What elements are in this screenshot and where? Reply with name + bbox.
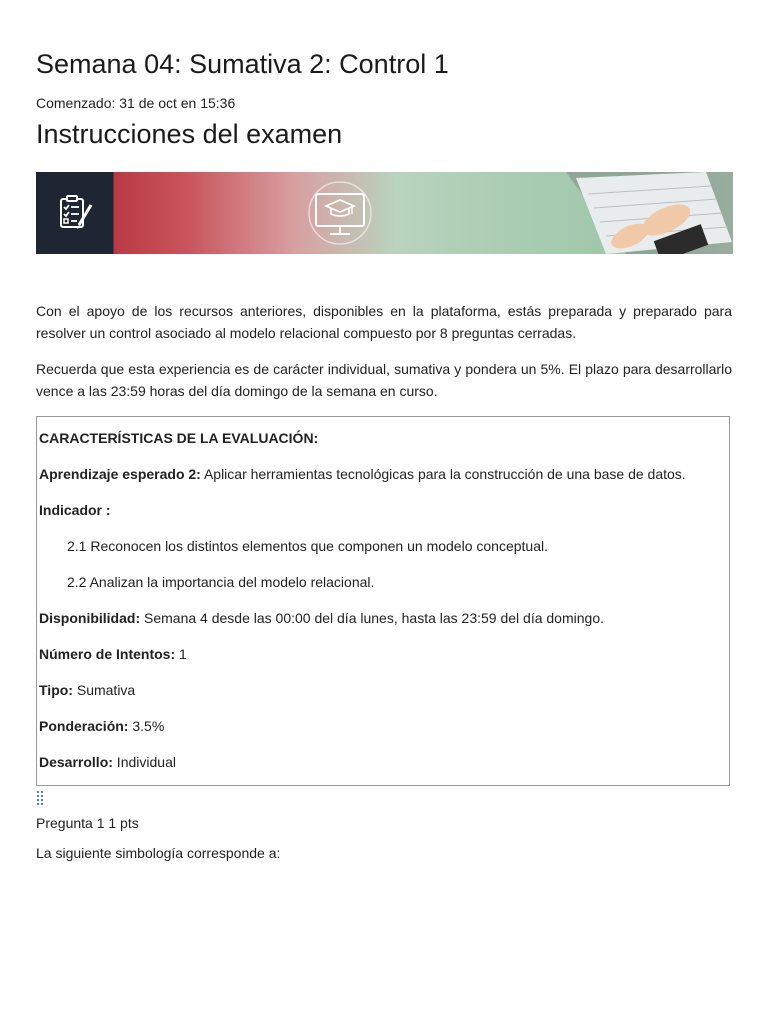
indicador-item: 2.1 Reconocen los distintos elementos que componen un modelo conceptual. bbox=[67, 538, 548, 554]
disponibilidad-row bbox=[39, 609, 727, 627]
started-timestamp: Comenzado: 31 de oct en 15:36 bbox=[36, 95, 236, 111]
instructions-banner bbox=[36, 172, 733, 254]
desarrollo-value: Individual bbox=[112, 754, 176, 770]
monitor-graduation-cap-icon bbox=[286, 180, 394, 246]
evaluation-characteristics-box bbox=[36, 416, 730, 786]
intro-paragraph-2: Recuerda que esta experiencia es de carácter individual, sumativa y pondera un 5%. El plazo para desarrollarlo vence a las 23:59 horas del día domingo de la semana en curso. bbox=[36, 361, 732, 399]
tipo-value: Sumativa bbox=[72, 682, 136, 698]
tipo-row bbox=[39, 681, 727, 699]
tipo-label: Tipo: bbox=[39, 682, 73, 698]
question-header: Pregunta 1 1 pts bbox=[36, 815, 139, 831]
checklist-pencil-icon bbox=[55, 193, 95, 233]
instructions-heading: Instrucciones del examen bbox=[36, 119, 343, 149]
aprendizaje-label: Aprendizaje esperado 2: bbox=[39, 466, 201, 482]
laptop-typing-image bbox=[506, 172, 733, 254]
intentos-row bbox=[39, 645, 727, 663]
intentos-value: 1 bbox=[179, 646, 187, 662]
disponibilidad-value: Semana 4 desde las 00:00 del día lunes, hasta las 23:59 del día domingo. bbox=[140, 610, 604, 626]
ponderacion-row bbox=[39, 717, 727, 735]
desarrollo-row bbox=[39, 753, 727, 771]
ponderacion-value: 3.5% bbox=[128, 718, 165, 734]
desarrollo-label: Desarrollo: bbox=[39, 754, 113, 770]
intro-paragraph-1: Con el apoyo de los recursos anteriores, disponibles en la plataforma, estás preparada y preparado para resolver un control asociado al modelo relacional compuesto por 8 preguntas cerradas. bbox=[36, 303, 732, 341]
indicador-label: Indicador : bbox=[39, 502, 111, 518]
banner-icon-panel bbox=[36, 172, 113, 254]
disponibilidad-label: Disponibilidad: bbox=[39, 610, 141, 626]
drag-handle-icon[interactable] bbox=[36, 790, 50, 808]
question-text: La siguiente simbología corresponde a: bbox=[36, 845, 281, 861]
indicador-item: 2.2 Analizan la importancia del modelo relacional. bbox=[67, 574, 375, 590]
aprendizaje-value: Aplicar herramientas tecnológicas para la construcción de una base de datos. bbox=[200, 466, 686, 482]
intentos-label: Número de Intentos: bbox=[39, 646, 180, 662]
characteristics-heading: CARACTERÍSTICAS DE LA EVALUACIÓN: bbox=[39, 430, 319, 446]
page-title: Semana 04: Sumativa 2: Control 1 bbox=[36, 49, 449, 79]
indicador-row bbox=[39, 501, 727, 519]
aprendizaje-row bbox=[39, 465, 727, 483]
ponderacion-label: Ponderación: bbox=[39, 718, 129, 734]
